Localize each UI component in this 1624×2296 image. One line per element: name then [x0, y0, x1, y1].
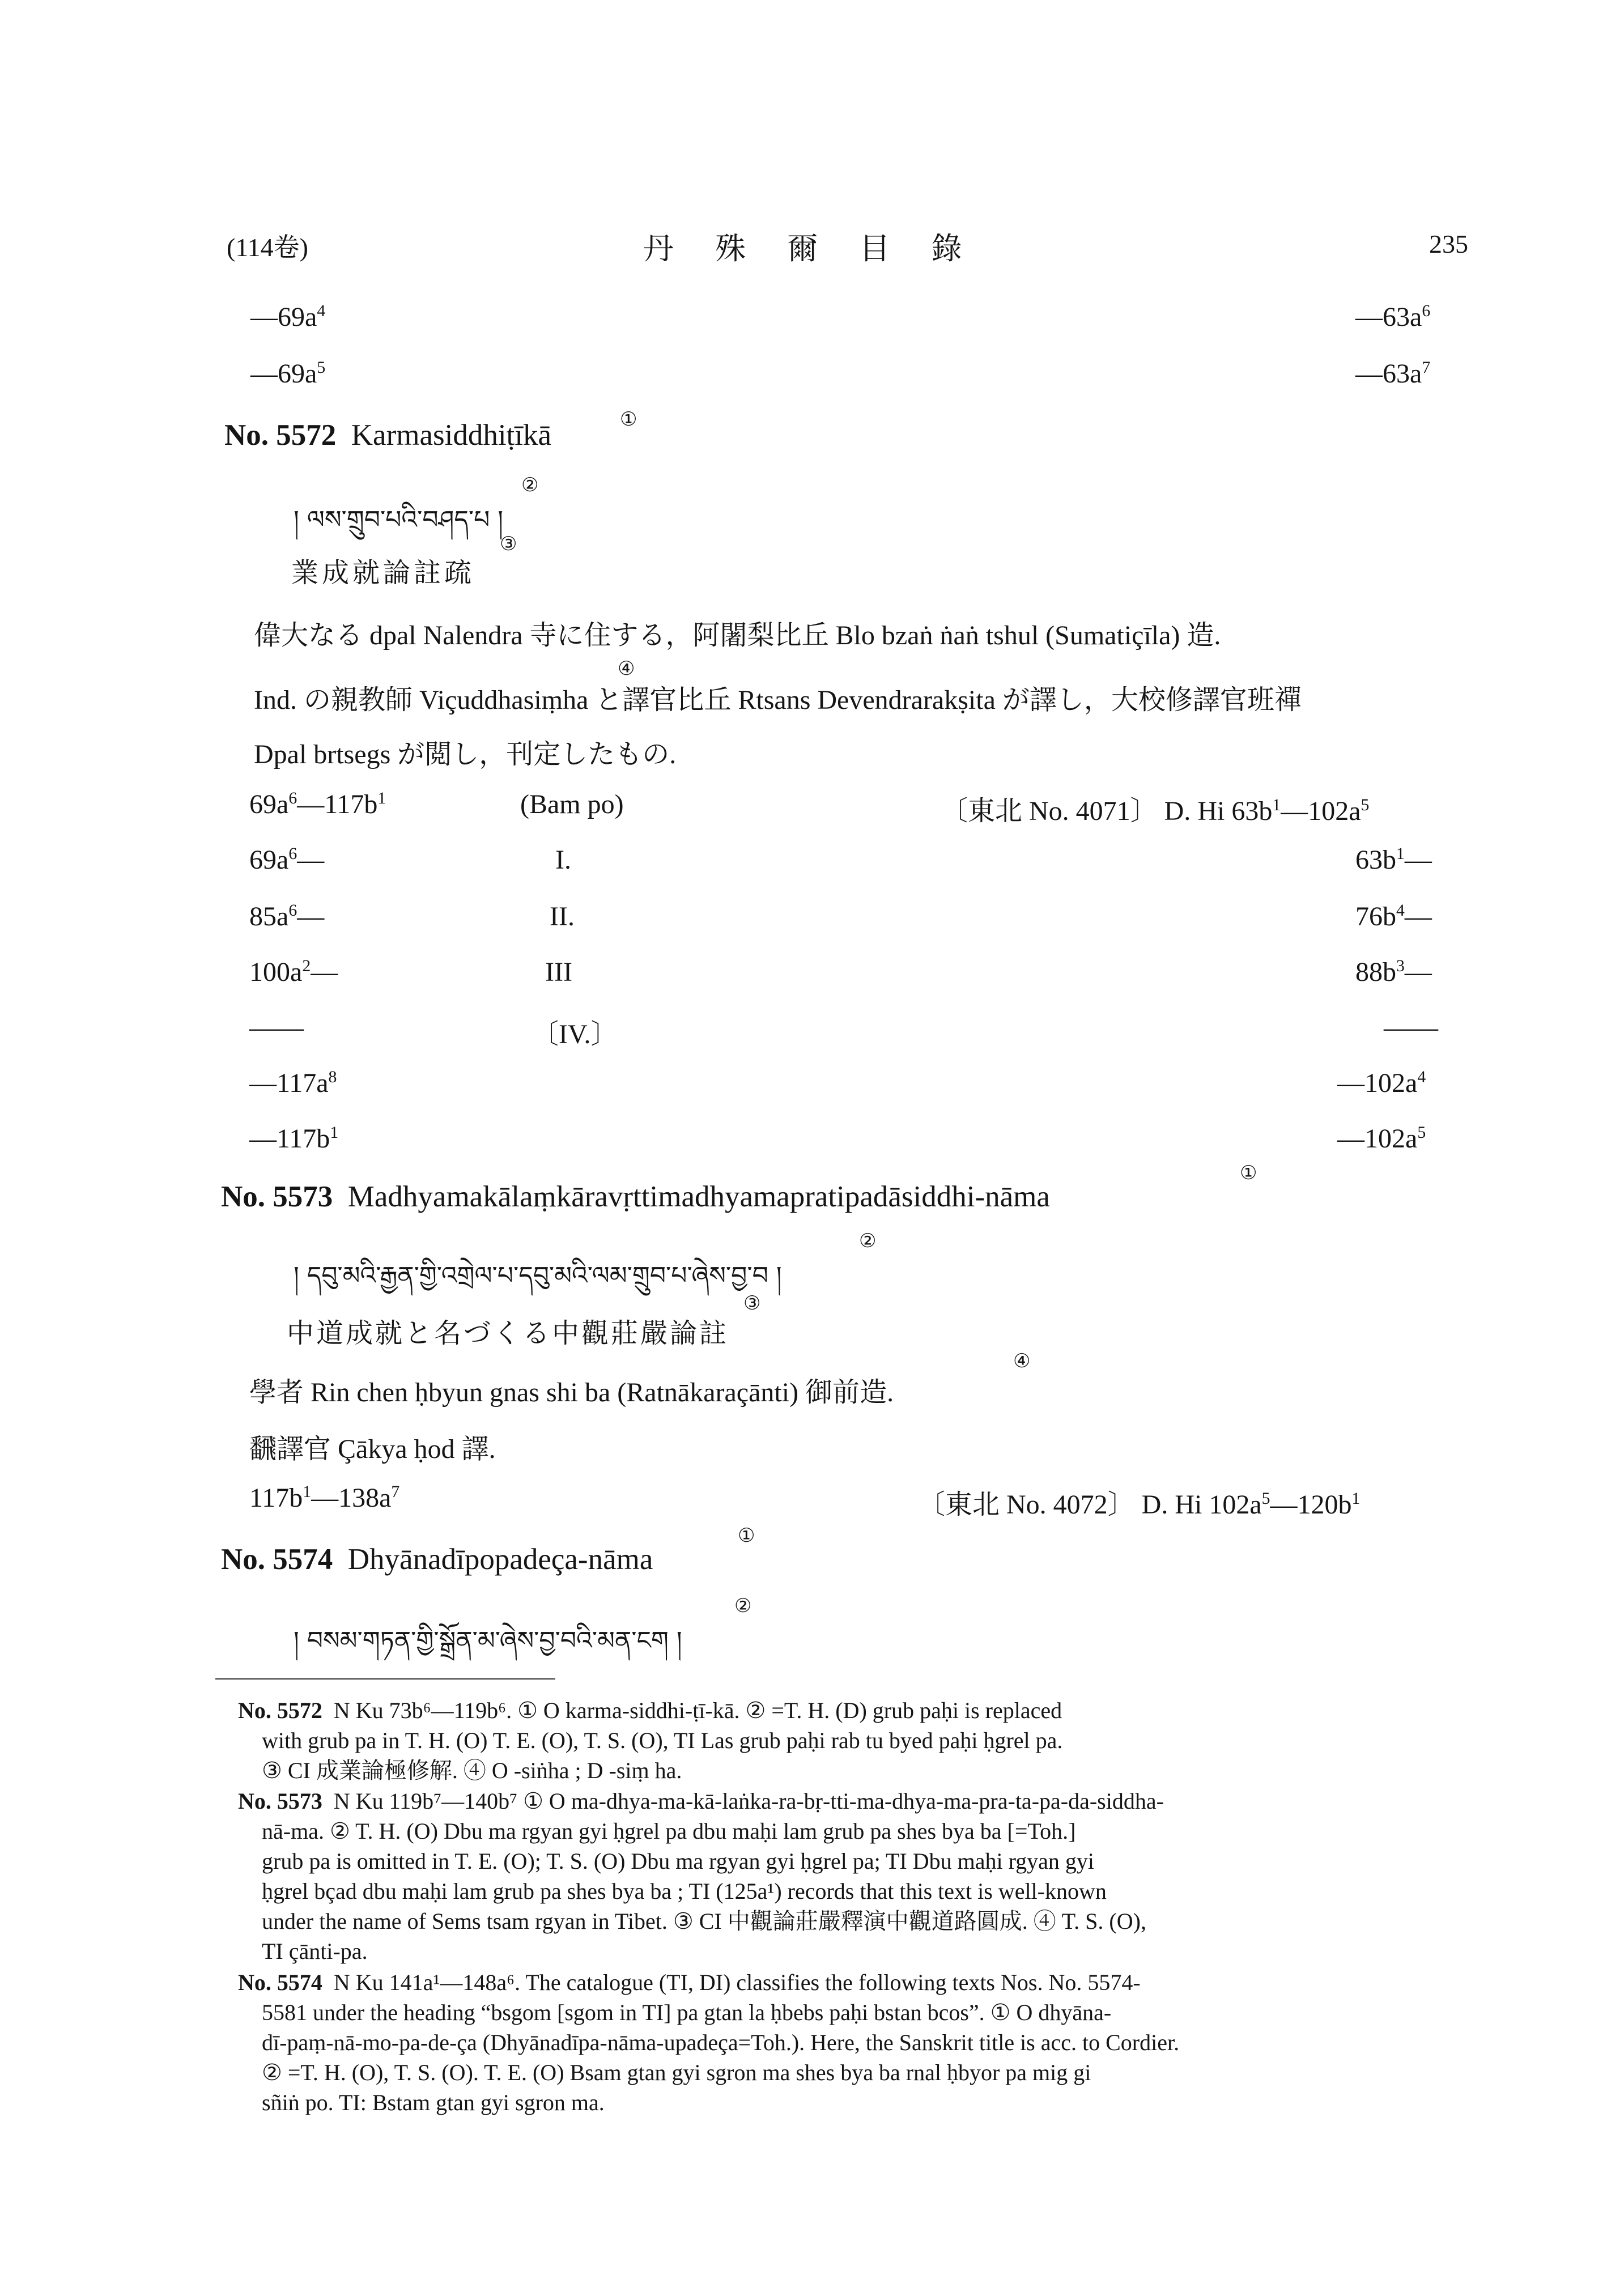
top-row-left: $—69a^4$ [250, 301, 326, 332]
table-row-right: $—102a^5$ [1337, 1123, 1426, 1154]
table-row-right: $—102a^4$ [1337, 1068, 1426, 1098]
entry-number: No. 5574 [221, 1543, 333, 1576]
footnote-line: N Ku 119b⁷—140b⁷ ① O ma-dhya-ma-kā-laṅka-ra-bṛ-tti-ma-dhya-ma-pra-ta-pa-da-siddha- [333, 1788, 1164, 1814]
entry-number: No. 5572 [224, 419, 337, 452]
top-row-right: $—63a^6$ [1355, 301, 1431, 332]
note-mark-2: ② [734, 1595, 752, 1617]
section-label: (Bam po) [520, 789, 624, 819]
footnote-line: sñiṅ po. TI: Bstam gtan gyi sgron ma. [262, 2090, 605, 2115]
footnote-line: with grub pa in T. H. (O) T. E. (O), T. S. (O), TI Las grub paḥi rab tu byed paḥi ḥgrel pa. [262, 1728, 1063, 1753]
folio-range: $69a^6—117b^1$ [249, 789, 386, 819]
chinese-title: 中道成就と名づくる中觀莊嚴論註 [287, 1317, 729, 1349]
table-row-left: $—117a^8$ [249, 1068, 337, 1098]
entry-heading [221, 1180, 1050, 1214]
derge-ref: 〔東北 No. 4072〕 D. Hi $102a^5—120b^1$ [918, 1489, 1361, 1520]
footnote-number: No. 5572 [238, 1698, 322, 1723]
volume-label: (114卷) [227, 233, 308, 262]
tibetan-title: ། བསམ་གཏན་གྱི་སྒྲོན་མ་ཞེས་བྱ་བའི་མན་ངག ། [294, 1626, 682, 1655]
tibetan-title: ། ལས་གྲུབ་པའི་བཤད་པ ། [294, 505, 504, 534]
footnote-line: grub pa is omitted in T. E. (O); T. S. (O) Dbu ma rgyan gyi ḥgrel pa; TI Dbu maḥi rgyan gyi [262, 1848, 1095, 1874]
table-row-mid: 〔IV.〕 [532, 1019, 618, 1049]
note-mark-2: ② [521, 474, 539, 496]
footnote-number: No. 5574 [238, 1970, 322, 1995]
note-mark-4: ④ [618, 657, 635, 680]
description-line: 學者 Rin chen ḥbyun gnas shi ba (Ratnākaraçānti) 御前造. [249, 1377, 894, 1408]
footnote-line: 5581 under the heading “bsgom [sgom in TI] pa gtan la ḥbebs paḥi bstan bcos”. ① O dhyāna- [262, 2000, 1112, 2025]
entry-title: Dhyānadīpopadeça-nāma [347, 1543, 653, 1576]
table-row-mid: I. [555, 845, 571, 875]
table-row-left: $69a^6—$ [249, 844, 325, 875]
footnote-5572 [238, 1695, 1468, 1785]
top-row-right: $—63a^7$ [1355, 358, 1431, 389]
description-line: 飜譯官 Çākya ḥod 譯. [249, 1434, 496, 1464]
table-row-right: $88b^3—$ [1355, 956, 1432, 987]
note-mark-1: ① [620, 408, 637, 431]
description-line: 偉大なる dpal Nalendra 寺に住する，阿闍梨比丘 Blo bzaṅ ṅaṅ tshul (Sumatiçīla) 造. [254, 620, 1221, 650]
table-row-left: $100a^2—$ [249, 956, 338, 987]
description-line: Dpal brtsegs が閲し，刊定したもの. [254, 739, 677, 769]
entry-number: No. 5573 [221, 1180, 333, 1213]
description-line: Ind. の親教師 Viçuddhasiṃha と譯官比丘 Rtsans Devendrarakṣita が譯し，大校修譯官班禪 [254, 685, 1302, 715]
note-mark-3: ③ [500, 533, 517, 555]
table-row-right: —— [1384, 1013, 1438, 1043]
tibetan-title: ། དབུ་མའི་རྒྱན་གྱི་འགྲེལ་པ་དབུ་མའི་ལམ་གྲུབ་པ་ཞེས་བྱ་བ ། [294, 1261, 782, 1290]
footnote-number: No. 5573 [238, 1788, 322, 1814]
table-row-left: —— [249, 1013, 304, 1043]
footnote-line: ② =T. H. (O), T. S. (O). T. E. (O) Bsam gtan gyi sgron ma shes bya ba rnal ḥbyor pa mig gi [262, 2060, 1091, 2085]
footnote-5573 [238, 1786, 1468, 1966]
footnote-line: dī-paṃ-nā-mo-pa-de-ça (Dhyānadīpa-nāma-upadeça=Toh.). Here, the Sanskrit title is acc. to Cordier. [262, 2030, 1180, 2055]
footnote-line: N Ku 73b⁶—119b⁶. ① O karma-siddhi-ṭī-kā. ② =T. H. (D) grub paḥi is replaced [333, 1698, 1062, 1723]
footnote-line: under the name of Sems tsam rgyan in Tibet. ③ CI 中觀論莊嚴釋演中觀道路圓成. ④ T. S. (O), [262, 1908, 1146, 1934]
derge-ref: 〔東北 No. 4071〕 D. Hi $63b^1—102a^5$ [941, 796, 1370, 826]
note-mark-1: ① [1240, 1162, 1257, 1184]
note-mark-3: ③ [743, 1292, 761, 1315]
table-row-mid: II. [550, 902, 575, 932]
footnote-5574 [238, 1967, 1468, 2118]
folio-range: $117b^1—138a^7$ [249, 1482, 400, 1513]
note-mark-4: ④ [1013, 1350, 1031, 1372]
chinese-title: 業成就論註疏 [291, 557, 475, 589]
footnote-line: ḥgrel bçad dbu maḥi lam grub pa shes bya ba ; TI (125a¹) records that this text is well-known [262, 1878, 1107, 1904]
entry-title: Madhyamakālaṃkāravṛttimadhyamapratipadāsiddhi-nāma [347, 1180, 1050, 1213]
footnote-line: ③ CI 成業論極修解. ④ O -siṅha ; D -siṃ ha. [262, 1758, 682, 1783]
footnote-rule [215, 1678, 555, 1680]
table-row-right: $63b^1—$ [1355, 844, 1432, 875]
footnote-line: nā-ma. ② T. H. (O) Dbu ma rgyan gyi ḥgrel pa dbu maḥi lam grub pa shes bya ba [=Toh.] [262, 1818, 1076, 1844]
note-mark-2: ② [859, 1230, 877, 1252]
table-row-mid: III [545, 957, 572, 987]
page-title: 丹 殊 爾 目 錄 [643, 231, 978, 266]
top-row-left: $—69a^5$ [250, 358, 326, 389]
entry-heading [224, 418, 551, 452]
table-row-left: $—117b^1$ [249, 1123, 339, 1154]
table-row-right: $76b^4—$ [1355, 901, 1432, 932]
entry-title: Karmasiddhiṭīkā [351, 419, 552, 452]
footnote-line: TI çānti-pa. [262, 1938, 368, 1964]
note-mark-1: ① [738, 1524, 755, 1547]
page-number: 235 [1429, 229, 1468, 258]
table-row-left: $85a^6—$ [249, 901, 325, 932]
footnote-line: N Ku 141a¹—148a⁶. The catalogue (TI, DI) classifies the following texts Nos. No. 5574- [333, 1970, 1141, 1995]
entry-heading [221, 1542, 653, 1576]
